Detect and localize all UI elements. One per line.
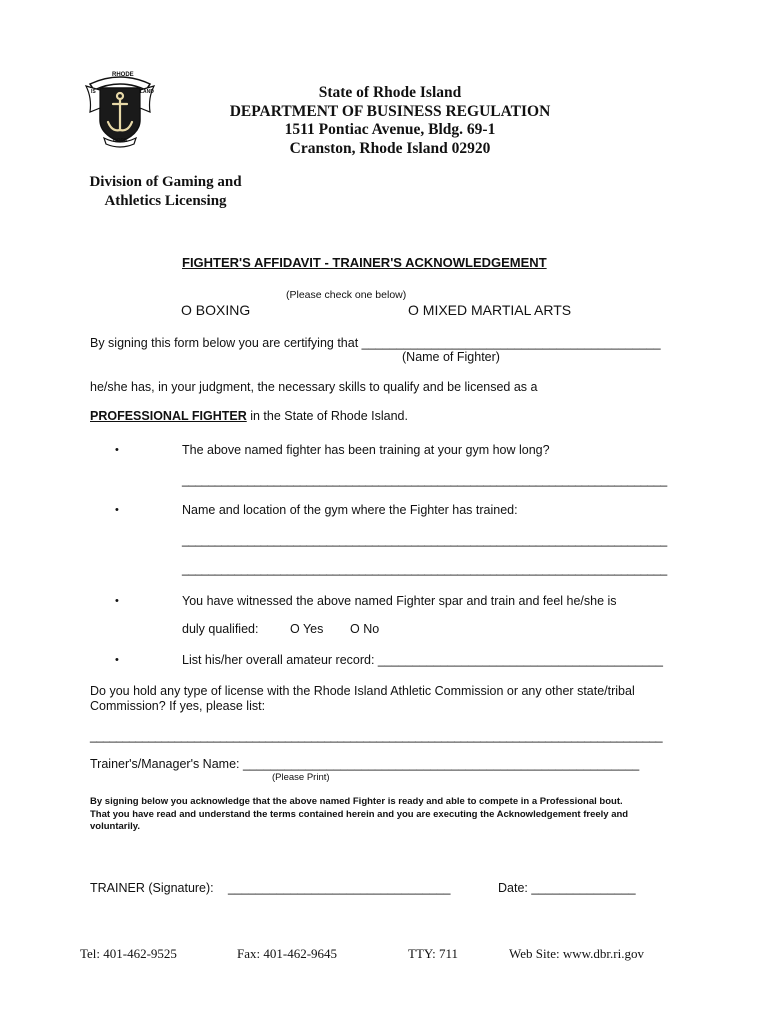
footer-tel: Tel: 401-462-9525 [80, 946, 177, 961]
option-no[interactable]: O No [350, 622, 380, 636]
division-line-1: Division of Gaming and [89, 174, 242, 190]
trainer-signature-line[interactable]: ________________________________ [228, 881, 451, 895]
seal-text-bottom: HOPE [113, 138, 128, 144]
footer-website[interactable]: Web Site: www.dbr.ri.gov [509, 946, 644, 961]
fighter-name-caption: (Name of Fighter) [402, 350, 500, 364]
question-amateur-record[interactable]: List his/her overall amateur record: _________________________________________ [182, 653, 663, 667]
anchor-icon [82, 68, 158, 148]
print-caption: (Please Print) [272, 772, 330, 783]
answer-line-gym-2[interactable]: __________________________________________________________________________ [182, 562, 667, 576]
professional-rest: in the State of Rhode Island. [246, 409, 408, 423]
skills-text: he/she has, in your judgment, the necessary skills to qualify and be licensed as a [90, 380, 538, 394]
option-mma[interactable]: O MIXED MARTIAL ARTS [408, 302, 572, 318]
date-field[interactable]: Date: _______________ [498, 881, 636, 895]
license-question-line-1: Do you hold any type of license with the Rhode Island Athletic Commission or any other state/tribal [90, 684, 635, 698]
bullet-3: • [115, 595, 119, 607]
header-department: DEPARTMENT OF BUSINESS REGULATION [229, 102, 551, 120]
bullet-1: • [115, 444, 119, 456]
option-yes[interactable]: O Yes [290, 622, 324, 636]
ack-line-2: That you have read and understand the terms contained herein and you are executing the Acknowledgement freely and [90, 808, 629, 820]
header-address: 1511 Pontiac Avenue, Bldg. 69-1 [284, 121, 496, 138]
seal-text-right: LAND [140, 89, 154, 95]
trainer-name-field[interactable]: Trainer's/Manager's Name: _________________________________________________________ [90, 757, 640, 771]
agency-header [170, 84, 610, 158]
answer-line-gym-1[interactable]: __________________________________________________________________________ [182, 533, 667, 547]
division-name [88, 173, 243, 210]
header-city: Cranston, Rhode Island 02920 [289, 139, 491, 157]
bullet-4: • [115, 654, 119, 666]
question-gym-location: Name and location of the gym where the Fighter has trained: [182, 503, 518, 517]
form-title: FIGHTER'S AFFIDAVIT - TRAINER'S ACKNOWLEDGEMENT [182, 255, 547, 270]
answer-line-training[interactable]: __________________________________________________________________________ [182, 473, 667, 487]
rhode-island-seal [82, 68, 158, 148]
acknowledgement-text [90, 796, 670, 834]
professional-statement [90, 409, 408, 423]
trainer-signature-label: TRAINER (Signature): [90, 881, 214, 895]
question-training-duration: The above named fighter has been training at your gym how long? [182, 443, 550, 457]
ack-line-3: voluntarily. [90, 821, 140, 832]
certify-text[interactable]: By signing this form below you are certifying that ___________________________________________ [90, 336, 661, 350]
ack-line-1: By signing below you acknowledge that the above named Fighter is ready and able to compete in a Professional bout. [90, 796, 623, 807]
question-witnessed: You have witnessed the above named Fighter spar and train and feel he/she is [182, 594, 617, 608]
seal-text-top: RHODE [112, 72, 134, 78]
check-note: (Please check one below) [286, 289, 407, 301]
option-boxing[interactable]: O BOXING [181, 302, 251, 318]
professional-fighter-label: PROFESSIONAL FIGHTER [90, 409, 247, 423]
license-question-line-2: Commission? If yes, please list: [90, 699, 266, 713]
seal-text-left: IS [91, 89, 96, 95]
footer-fax: Fax: 401-462-9645 [237, 946, 338, 961]
bullet-2: • [115, 504, 119, 516]
question-qualified: duly qualified: [182, 622, 259, 636]
division-line-2: Athletics Licensing [104, 192, 227, 209]
license-list-line[interactable]: ________________________________________________________________________________________ [90, 729, 663, 743]
header-state: State of Rhode Island [318, 84, 462, 101]
footer-tty: TTY: 711 [408, 946, 458, 961]
